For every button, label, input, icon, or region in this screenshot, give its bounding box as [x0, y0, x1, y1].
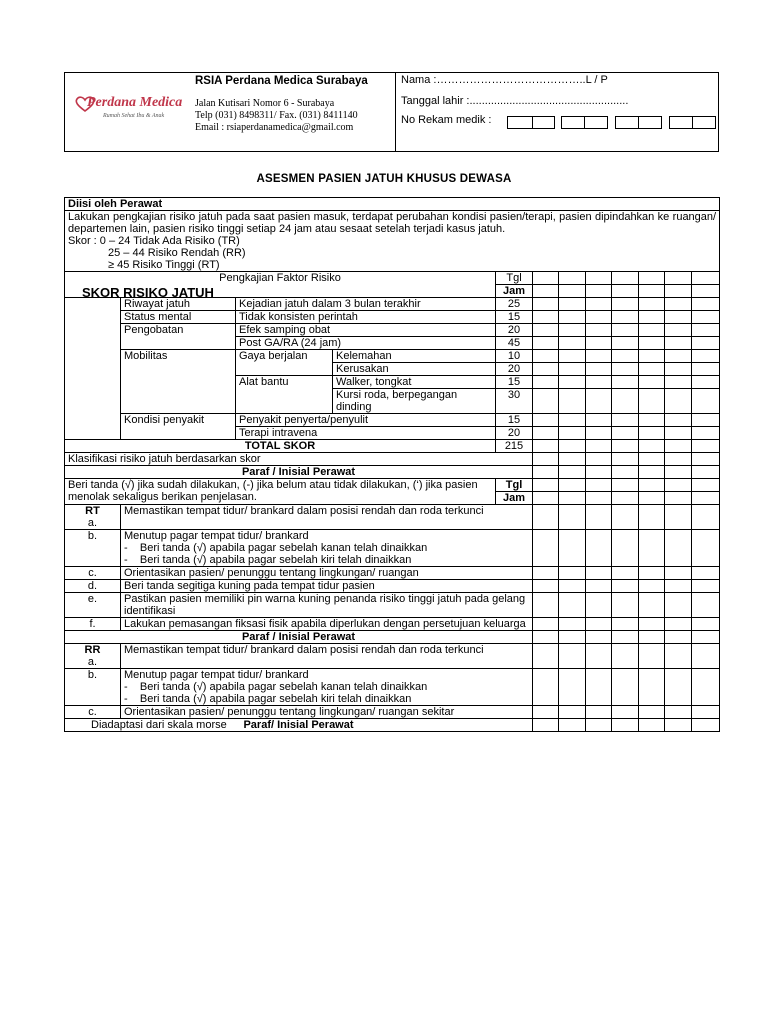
score-cell[interactable] — [639, 376, 665, 389]
total-cell[interactable] — [586, 440, 612, 453]
total-cell[interactable] — [639, 440, 665, 453]
check-cell[interactable] — [586, 618, 612, 631]
check-cell[interactable] — [559, 505, 586, 530]
total-cell[interactable] — [665, 440, 692, 453]
risk-category: Status mental — [121, 311, 236, 324]
risk-item: Tidak konsisten perintah — [236, 311, 496, 324]
klasifikasi-cell[interactable] — [692, 453, 720, 466]
date-cell[interactable] — [533, 272, 559, 285]
item-no: b. — [65, 669, 121, 706]
check-cell[interactable] — [639, 644, 665, 669]
check-cell[interactable] — [665, 580, 692, 593]
time-cell[interactable] — [692, 285, 720, 298]
check-cell[interactable] — [586, 593, 612, 618]
check-cell[interactable] — [665, 567, 692, 580]
rekam-medik-label: No Rekam medik : — [401, 114, 492, 126]
check-cell[interactable] — [533, 580, 559, 593]
risk-item: Kursi roda, berpegangan dinding — [333, 389, 496, 414]
check-cell[interactable] — [639, 580, 665, 593]
total-skor-label: TOTAL SKOR — [65, 440, 496, 453]
date-cell[interactable] — [612, 479, 639, 492]
check-cell[interactable] — [559, 706, 586, 719]
footer-note: Diadaptasi dari skala morse — [91, 719, 227, 731]
total-skor-value: 215 — [496, 440, 533, 453]
check-cell[interactable] — [612, 644, 639, 669]
score-cell[interactable] — [586, 389, 612, 414]
rekam-medik-box[interactable] — [532, 116, 555, 129]
klasifikasi-cell[interactable] — [612, 453, 639, 466]
time-cell[interactable] — [692, 492, 720, 505]
paraf-cell[interactable] — [692, 719, 720, 732]
score-cell[interactable] — [639, 363, 665, 376]
score-cell[interactable] — [692, 298, 720, 311]
risk-category: Mobilitas — [121, 350, 236, 414]
sub-item: - Beri tanda (√) apabila pagar sebelah kanan telah dinaikkan — [124, 681, 428, 693]
check-cell[interactable] — [533, 593, 559, 618]
date-cell[interactable] — [639, 479, 665, 492]
item-text: Menutup pagar tempat tidur/ brankard — [124, 669, 309, 681]
score-cell[interactable] — [533, 350, 559, 363]
item-no: d. — [65, 580, 121, 593]
risk-header: Pengkajian Faktor Risiko — [65, 272, 496, 285]
score-cell[interactable] — [639, 427, 665, 440]
check-cell[interactable] — [665, 618, 692, 631]
risk-score: 30 — [496, 389, 533, 414]
date-cell[interactable] — [559, 272, 586, 285]
score-cell[interactable] — [665, 414, 692, 427]
risk-item: Post GA/RA (24 jam) — [236, 337, 496, 350]
score-cell[interactable] — [612, 414, 639, 427]
rt-item-text: Beri tanda segitiga kuning pada tempat tidur pasien — [121, 580, 533, 593]
paraf-cell[interactable] — [559, 719, 586, 732]
check-cell[interactable] — [586, 706, 612, 719]
paraf-label: Paraf / Inisial Perawat — [65, 466, 533, 479]
score-cell[interactable] — [586, 311, 612, 324]
risk-score: 45 — [496, 337, 533, 350]
score-cell[interactable] — [559, 298, 586, 311]
rekam-medik-box[interactable] — [561, 116, 585, 129]
check-cell[interactable] — [639, 618, 665, 631]
paraf-cell[interactable] — [692, 631, 720, 644]
score-cell[interactable] — [586, 337, 612, 350]
paraf-cell[interactable] — [639, 631, 665, 644]
check-cell[interactable] — [586, 505, 612, 530]
check-cell[interactable] — [692, 567, 720, 580]
risk-score: 15 — [496, 311, 533, 324]
check-cell[interactable] — [586, 567, 612, 580]
check-cell[interactable] — [533, 669, 559, 706]
paraf-cell[interactable] — [559, 631, 586, 644]
time-cell[interactable] — [612, 285, 639, 298]
paraf-cell[interactable] — [586, 466, 612, 479]
klasifikasi-cell[interactable] — [639, 453, 665, 466]
score-cell[interactable] — [612, 298, 639, 311]
jam-label: Jam — [496, 492, 533, 505]
score-cell[interactable] — [612, 376, 639, 389]
rt-item-text — [121, 530, 533, 567]
check-cell[interactable] — [533, 618, 559, 631]
check-cell[interactable] — [612, 567, 639, 580]
score-cell[interactable] — [665, 363, 692, 376]
hospital-name: RSIA Perdana Medica Surabaya — [195, 75, 368, 87]
risk-score: 15 — [496, 376, 533, 389]
check-cell[interactable] — [533, 567, 559, 580]
check-cell[interactable] — [533, 530, 559, 567]
check-cell[interactable] — [639, 505, 665, 530]
check-cell[interactable] — [533, 644, 559, 669]
time-cell[interactable] — [665, 285, 692, 298]
score-cell[interactable] — [665, 376, 692, 389]
tanggal-lahir-field[interactable]: Tanggal lahir :.................................................... — [401, 95, 629, 107]
paraf-cell[interactable] — [665, 631, 692, 644]
date-cell[interactable] — [533, 479, 559, 492]
check-cell[interactable] — [612, 618, 639, 631]
hospital-phone: Telp (031) 8498311/ Fax. (031) 8411140 — [195, 110, 358, 121]
paraf-cell[interactable] — [533, 719, 559, 732]
check-cell[interactable] — [665, 530, 692, 567]
date-cell[interactable] — [586, 479, 612, 492]
check-cell[interactable] — [692, 505, 720, 530]
rt-paraf-label: Paraf / Inisial Perawat — [65, 631, 533, 644]
check-cell[interactable] — [665, 669, 692, 706]
check-cell[interactable] — [533, 706, 559, 719]
paraf-cell[interactable] — [586, 719, 612, 732]
check-cell[interactable] — [586, 580, 612, 593]
check-cell[interactable] — [612, 706, 639, 719]
filled-by: Diisi oleh Perawat — [65, 198, 720, 211]
rt-item-no — [65, 505, 121, 530]
score-cell[interactable] — [612, 427, 639, 440]
skor-label-cell — [65, 298, 121, 440]
logo-tagline: Rumah Sehat Ibu & Anak — [103, 113, 165, 119]
score-cell[interactable] — [692, 376, 720, 389]
risk-item: Efek samping obat — [236, 324, 496, 337]
score-cell[interactable] — [533, 376, 559, 389]
risk-subcategory: Gaya berjalan — [236, 350, 333, 376]
intervensi-instruction: Beri tanda (√) jika sudah dilakukan, (-) jika belum atau tidak dilakukan, (‘) jika pasien menolak sekaligus berikan penjelasan. — [65, 479, 496, 505]
time-cell[interactable] — [586, 492, 612, 505]
score-cell[interactable] — [639, 324, 665, 337]
check-cell[interactable] — [692, 618, 720, 631]
time-cell[interactable] — [639, 285, 665, 298]
paraf-cell[interactable] — [612, 719, 639, 732]
date-cell[interactable] — [665, 479, 692, 492]
time-cell[interactable] — [586, 285, 612, 298]
check-cell[interactable] — [692, 669, 720, 706]
check-cell[interactable] — [612, 669, 639, 706]
date-cell[interactable] — [559, 479, 586, 492]
hospital-logo — [75, 93, 191, 129]
check-cell[interactable] — [692, 530, 720, 567]
score-cell[interactable] — [533, 337, 559, 350]
score-cell[interactable] — [665, 311, 692, 324]
check-cell[interactable] — [559, 530, 586, 567]
item-no: c. — [65, 567, 121, 580]
item-no: a. — [87, 517, 98, 529]
date-cell[interactable] — [692, 272, 720, 285]
date-cell[interactable] — [665, 272, 692, 285]
total-cell[interactable] — [533, 440, 559, 453]
check-cell[interactable] — [639, 530, 665, 567]
score-cell[interactable] — [559, 324, 586, 337]
skor-risiko-jatuh-label: SKOR RISIKO JATUH — [82, 285, 214, 300]
risk-score: 20 — [496, 427, 533, 440]
form-title: ASESMEN PASIEN JATUH KHUSUS DEWASA — [256, 173, 512, 185]
date-cell[interactable] — [692, 479, 720, 492]
risk-score: 10 — [496, 350, 533, 363]
score-cell[interactable] — [559, 311, 586, 324]
paraf-cell[interactable] — [533, 631, 559, 644]
check-cell[interactable] — [559, 618, 586, 631]
rekam-medik-box[interactable] — [584, 116, 608, 129]
klasifikasi-cell[interactable] — [533, 453, 559, 466]
risk-category: Riwayat jatuh — [121, 298, 236, 311]
check-cell[interactable] — [665, 593, 692, 618]
paraf-cell[interactable] — [612, 631, 639, 644]
date-cell[interactable] — [612, 272, 639, 285]
instructions — [65, 211, 720, 272]
rr-item-text: Orientasikan pasien/ penunggu tentang lingkungan/ ruangan sekitar — [121, 706, 533, 719]
risk-score: 20 — [496, 363, 533, 376]
sub-item-text: Beri tanda (√) apabila pagar sebelah kiri telah dinaikkan — [139, 693, 412, 705]
tgl-label: Tgl — [496, 272, 533, 285]
total-cell[interactable] — [612, 440, 639, 453]
rr-item-text — [121, 669, 533, 706]
score-cell[interactable] — [612, 324, 639, 337]
sub-item-text: Beri tanda (√) apabila pagar sebelah kanan telah dinaikkan — [139, 681, 428, 693]
score-cell[interactable] — [639, 414, 665, 427]
risk-score: 15 — [496, 414, 533, 427]
item-text: Menutup pagar tempat tidur/ brankard — [124, 530, 309, 542]
paraf-cell[interactable] — [665, 719, 692, 732]
risk-category: Kondisi penyakit — [121, 414, 236, 440]
check-cell[interactable] — [533, 505, 559, 530]
rr-label: RR — [84, 644, 101, 656]
rekam-medik-box[interactable] — [638, 116, 662, 129]
skor-rr: 25 – 44 Risiko Rendah (RR) — [108, 247, 246, 259]
risk-item: Kejadian jatuh dalam 3 bulan terakhir — [236, 298, 496, 311]
risk-item: Walker, tongkat — [333, 376, 496, 389]
score-cell[interactable] — [586, 324, 612, 337]
rr-paraf-label: Paraf/ Inisial Perawat — [65, 719, 533, 732]
score-cell[interactable] — [692, 363, 720, 376]
check-cell[interactable] — [692, 644, 720, 669]
score-cell[interactable] — [639, 389, 665, 414]
score-cell[interactable] — [533, 389, 559, 414]
nama-field[interactable]: Nama :…………………………………..L / P — [401, 74, 608, 86]
check-cell[interactable] — [612, 530, 639, 567]
score-cell[interactable] — [612, 337, 639, 350]
score-cell[interactable] — [586, 376, 612, 389]
score-cell[interactable] — [639, 311, 665, 324]
klasifikasi-cell[interactable] — [559, 453, 586, 466]
rekam-medik-box[interactable] — [669, 116, 693, 129]
score-cell[interactable] — [692, 414, 720, 427]
score-cell[interactable] — [533, 363, 559, 376]
score-cell[interactable] — [612, 363, 639, 376]
hospital-address: Jalan Kutisari Nomor 6 - Surabaya — [195, 98, 335, 109]
score-cell[interactable] — [692, 350, 720, 363]
score-cell[interactable] — [559, 427, 586, 440]
item-no: e. — [65, 593, 121, 618]
score-cell[interactable] — [665, 324, 692, 337]
score-cell[interactable] — [586, 350, 612, 363]
tgl-label: Tgl — [496, 479, 533, 492]
time-cell[interactable] — [533, 492, 559, 505]
time-cell[interactable] — [559, 285, 586, 298]
score-cell[interactable] — [586, 414, 612, 427]
rekam-medik-box[interactable] — [615, 116, 639, 129]
check-cell[interactable] — [586, 530, 612, 567]
check-cell[interactable] — [692, 593, 720, 618]
risk-item: Penyakit penyerta/penyulit — [236, 414, 496, 427]
hospital-block — [65, 73, 396, 151]
hospital-email: Email : rsiaperdanamedica@gmail.com — [195, 122, 354, 133]
score-cell[interactable] — [692, 427, 720, 440]
score-cell[interactable] — [665, 427, 692, 440]
item-no: b. — [65, 530, 121, 567]
check-cell[interactable] — [612, 593, 639, 618]
check-cell[interactable] — [559, 580, 586, 593]
check-cell[interactable] — [665, 505, 692, 530]
score-cell[interactable] — [533, 324, 559, 337]
risk-subcategory: Alat bantu — [236, 376, 333, 414]
check-cell[interactable] — [559, 644, 586, 669]
sub-item: - Beri tanda (√) apabila pagar sebelah kanan telah dinaikkan — [124, 542, 428, 554]
check-cell[interactable] — [665, 644, 692, 669]
score-cell[interactable] — [559, 389, 586, 414]
logo-text: Perdana Medica — [87, 95, 183, 110]
check-cell[interactable] — [692, 706, 720, 719]
item-no: c. — [65, 706, 121, 719]
time-cell[interactable] — [665, 492, 692, 505]
score-cell[interactable] — [612, 389, 639, 414]
score-cell[interactable] — [559, 350, 586, 363]
rekam-medik-box[interactable] — [507, 116, 533, 129]
risk-item: Kelemahan — [333, 350, 496, 363]
risk-item: Kerusakan — [333, 363, 496, 376]
score-cell[interactable] — [665, 389, 692, 414]
sub-item: - Beri tanda (√) apabila pagar sebelah kiri telah dinaikkan — [124, 693, 412, 705]
total-cell[interactable] — [559, 440, 586, 453]
rt-item-text: Pastikan pasien memiliki pin warna kuning penanda risiko tinggi jatuh pada gelang identifikasi — [121, 593, 533, 618]
check-cell[interactable] — [692, 580, 720, 593]
paraf-cell[interactable] — [639, 466, 665, 479]
time-cell[interactable] — [639, 492, 665, 505]
paraf-cell[interactable] — [639, 719, 665, 732]
score-cell[interactable] — [586, 363, 612, 376]
score-cell[interactable] — [586, 298, 612, 311]
score-cell[interactable] — [692, 337, 720, 350]
score-cell[interactable] — [692, 389, 720, 414]
instructions-text: Lakukan pengkajian risiko jatuh pada saat pasien masuk, terdapat perubahan kondisi pasien/terapi, pasien dipindahkan ke ruangan/ departemen lain, pasien risiko tinggi setiap 24 jam atau sesaat setelah terjadi kasus jatuh. — [68, 211, 717, 235]
paraf-cell[interactable] — [692, 466, 720, 479]
score-cell[interactable] — [665, 298, 692, 311]
sub-item-text: Beri tanda (√) apabila pagar sebelah kanan telah dinaikkan — [139, 542, 428, 554]
time-cell[interactable] — [559, 492, 586, 505]
check-cell[interactable] — [639, 669, 665, 706]
score-cell[interactable] — [665, 350, 692, 363]
score-cell[interactable] — [612, 350, 639, 363]
check-cell[interactable] — [612, 505, 639, 530]
check-cell[interactable] — [559, 669, 586, 706]
paraf-cell[interactable] — [612, 466, 639, 479]
risk-score: 20 — [496, 324, 533, 337]
jam-label: Jam — [496, 285, 533, 298]
check-cell[interactable] — [639, 706, 665, 719]
risk-category: Pengobatan — [121, 324, 236, 350]
check-cell[interactable] — [586, 669, 612, 706]
score-cell[interactable] — [559, 414, 586, 427]
score-cell[interactable] — [559, 337, 586, 350]
sub-item-text: Beri tanda (√) apabila pagar sebelah kiri telah dinaikkan — [139, 554, 412, 566]
sub-item: - Beri tanda (√) apabila pagar sebelah kiri telah dinaikkan — [124, 554, 412, 566]
skor-tr: Skor : 0 – 24 Tidak Ada Risiko (TR) — [68, 235, 240, 247]
score-cell[interactable] — [692, 324, 720, 337]
score-cell[interactable] — [586, 427, 612, 440]
risk-item: Terapi intravena — [236, 427, 496, 440]
check-cell[interactable] — [639, 567, 665, 580]
check-cell[interactable] — [559, 593, 586, 618]
score-cell[interactable] — [533, 427, 559, 440]
total-cell[interactable] — [692, 440, 720, 453]
assessment-table — [64, 197, 719, 732]
time-cell[interactable] — [612, 492, 639, 505]
klasifikasi-cell[interactable] — [665, 453, 692, 466]
check-cell[interactable] — [612, 580, 639, 593]
rt-item-text: Orientasikan pasien/ penunggu tentang lingkungan/ ruangan — [121, 567, 533, 580]
klasifikasi-cell[interactable] — [586, 453, 612, 466]
rr-item-text: Memastikan tempat tidur/ brankard dalam posisi rendah dan roda terkunci — [121, 644, 533, 669]
check-cell[interactable] — [639, 593, 665, 618]
check-cell[interactable] — [586, 644, 612, 669]
rt-item-text: Memastikan tempat tidur/ brankard dalam posisi rendah dan roda terkunci — [121, 505, 533, 530]
patient-header — [64, 72, 719, 152]
score-cell[interactable] — [692, 311, 720, 324]
score-cell[interactable] — [639, 298, 665, 311]
date-cell[interactable] — [586, 272, 612, 285]
skor-rt: ≥ 45 Risiko Tinggi (RT) — [108, 259, 220, 271]
score-cell[interactable] — [559, 376, 586, 389]
rekam-medik-box[interactable] — [692, 116, 716, 129]
score-cell[interactable] — [612, 311, 639, 324]
paraf-cell[interactable] — [586, 631, 612, 644]
check-cell[interactable] — [559, 567, 586, 580]
item-no: f. — [65, 618, 121, 631]
score-cell[interactable] — [639, 337, 665, 350]
date-cell[interactable] — [639, 272, 665, 285]
paraf-cell[interactable] — [533, 466, 559, 479]
rr-item-no — [65, 644, 121, 669]
score-cell[interactable] — [533, 414, 559, 427]
score-cell[interactable] — [533, 298, 559, 311]
rt-label: RT — [85, 505, 100, 517]
score-cell[interactable] — [533, 311, 559, 324]
risk-score: 25 — [496, 298, 533, 311]
check-cell[interactable] — [665, 706, 692, 719]
score-cell[interactable] — [559, 363, 586, 376]
paraf-cell[interactable] — [559, 466, 586, 479]
score-cell[interactable] — [639, 350, 665, 363]
paraf-cell[interactable] — [665, 466, 692, 479]
score-cell[interactable] — [665, 337, 692, 350]
rt-item-text: Lakukan pemasangan fiksasi fisik apabila diperlukan dengan persetujuan keluarga — [121, 618, 533, 631]
time-cell[interactable] — [533, 285, 559, 298]
klasifikasi-label: Klasifikasi risiko jatuh berdasarkan skor — [65, 453, 533, 466]
item-no: a. — [87, 656, 98, 668]
